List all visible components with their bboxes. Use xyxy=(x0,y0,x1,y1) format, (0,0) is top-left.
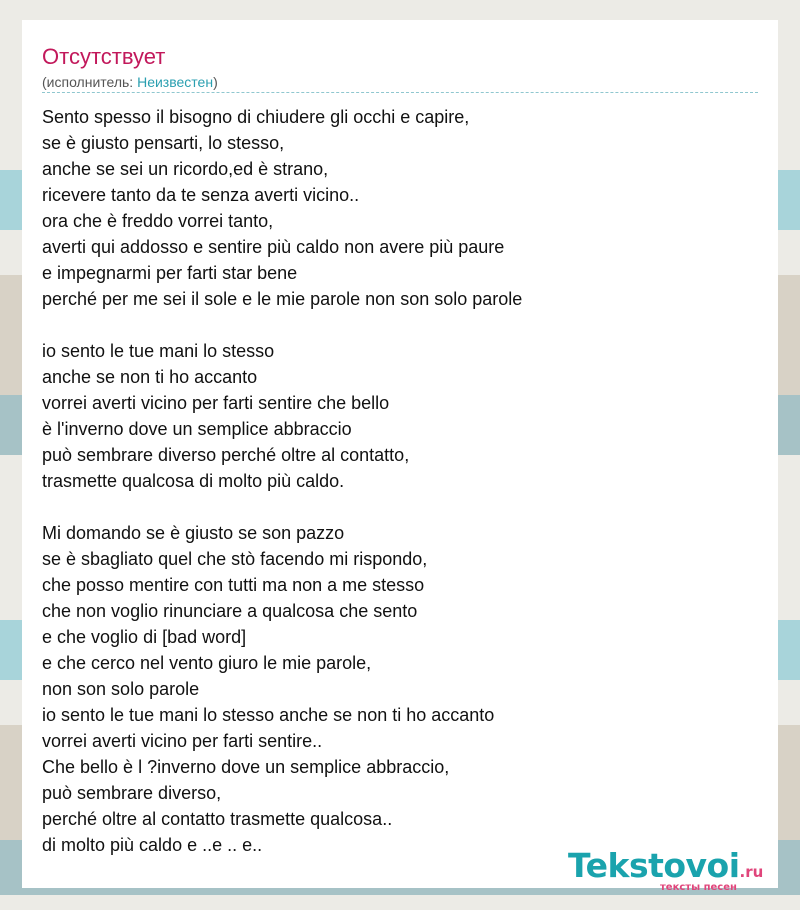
lyric-line: ora che è freddo vorrei tanto, xyxy=(42,211,274,231)
stanza-break xyxy=(42,312,522,338)
lyric-line: perché per me sei il sole e le mie parole non son solo parole xyxy=(42,289,523,309)
lyric-line: anche se sei un ricordo,ed è strano, xyxy=(42,159,329,179)
lyric-line: e che cerco nel vento giuro le mie parole, xyxy=(42,653,372,673)
lyric-line: non son solo parole xyxy=(42,679,200,699)
lyric-line: Mi domando se è giusto se son pazzo xyxy=(42,523,345,543)
stanza-break xyxy=(42,494,522,520)
lyric-line: se è sbagliato quel che stò facendo mi rispondo, xyxy=(42,549,428,569)
lyrics-text xyxy=(42,104,522,858)
logo-subtitle: тексты песен xyxy=(660,882,737,893)
lyric-line: io sento le tue mani lo stesso anche se non ti ho accanto xyxy=(42,705,495,725)
song-title: Отсутствует xyxy=(42,44,166,69)
lyric-line: trasmette qualcosa di molto più caldo. xyxy=(42,471,345,491)
lyric-line: e impegnarmi per farti star bene xyxy=(42,263,298,283)
artist-line xyxy=(42,73,218,91)
artist-link[interactable]: Неизвестен xyxy=(137,74,214,90)
lyric-line: anche se non ti ho accanto xyxy=(42,367,258,387)
lyric-line: di molto più caldo e ..e .. e.. xyxy=(42,835,263,855)
site-logo[interactable] xyxy=(568,846,764,893)
artist-prefix: (исполнитель: xyxy=(42,74,138,90)
lyric-line: che posso mentire con tutti ma non a me stesso xyxy=(42,575,425,595)
lyric-line: può sembrare diverso, xyxy=(42,783,222,803)
lyric-line: vorrei averti vicino per farti sentire.. xyxy=(42,731,323,751)
lyric-line: e che voglio di [bad word] xyxy=(42,627,247,647)
lyric-line: io sento le tue mani lo stesso xyxy=(42,341,275,361)
lyric-line: può sembrare diverso perché oltre al contatto, xyxy=(42,445,410,465)
logo-wordmark: Tekstovoi xyxy=(568,846,740,885)
lyric-line: averti qui addosso e sentire più caldo non avere più paure xyxy=(42,237,505,257)
lyric-line: Sento spesso il bisogno di chiudere gli occhi e capire, xyxy=(42,107,470,127)
lyric-line: vorrei averti vicino per farti sentire che bello xyxy=(42,393,390,413)
lyrics-card xyxy=(22,20,778,893)
logo-tld: .ru xyxy=(739,863,764,881)
lyric-line: se è giusto pensarti, lo stesso, xyxy=(42,133,285,153)
lyric-line: Che bello è l ?inverno dove un semplice abbraccio, xyxy=(42,757,450,777)
header-divider xyxy=(42,92,758,93)
lyric-line: perché oltre al contatto trasmette qualcosa.. xyxy=(42,809,393,829)
lyric-line: che non voglio rinunciare a qualcosa che sento xyxy=(42,601,418,621)
lyric-line: ricevere tanto da te senza averti vicino.. xyxy=(42,185,360,205)
lyric-line: è l'inverno dove un semplice abbraccio xyxy=(42,419,352,439)
artist-suffix: ) xyxy=(213,74,218,90)
